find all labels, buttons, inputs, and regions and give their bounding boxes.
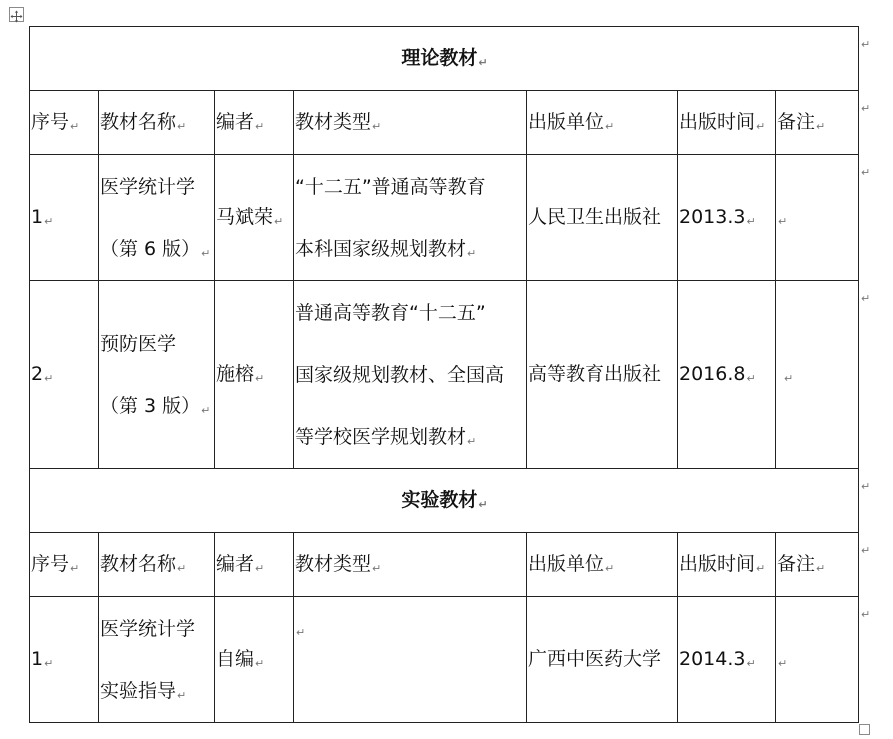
paragraph-mark-icon: ↵ (255, 561, 265, 575)
paragraph-mark-icon: ↵ (605, 561, 615, 575)
paragraph-mark-icon: ↵ (274, 214, 284, 228)
row-end-mark-icon: ↵ (861, 102, 871, 115)
header-cell: 出版单位↵ (527, 533, 678, 597)
cell-type: “十二五”普通高等教育 本科国家级规划教材↵ (294, 155, 527, 281)
paragraph-mark-icon: ↵ (372, 119, 382, 133)
paragraph-mark-icon: ↵ (44, 656, 54, 670)
paragraph-mark-icon: ↵ (467, 434, 477, 448)
paragraph-mark-icon: ↵ (756, 119, 766, 133)
paragraph-mark-icon: ↵ (255, 656, 265, 670)
cell-note (776, 597, 859, 723)
header-cell: 出版单位↵ (527, 91, 678, 155)
move-arrows-icon (10, 10, 23, 23)
cell-editor: 自编↵ (215, 597, 294, 723)
cell-name: 医学统计学 实验指导↵ (99, 597, 215, 723)
cell-date: 2014.3↵ (678, 597, 776, 723)
paragraph-mark-icon: ↵ (255, 371, 265, 385)
header-cell: 备注↵ (776, 91, 859, 155)
paragraph-mark-icon: ↵ (478, 497, 488, 511)
cell-name: 医学统计学 （第 6 版）↵ (99, 155, 215, 281)
paragraph-mark-icon: ↵ (816, 561, 826, 575)
cell-note (776, 155, 859, 281)
paragraph-mark-icon: ↵ (296, 626, 306, 639)
header-cell: 教材名称↵ (99, 533, 215, 597)
table-move-handle[interactable] (9, 7, 24, 22)
paragraph-mark-icon: ↵ (778, 656, 788, 670)
cell-publisher: 人民卫生出版社 (527, 155, 678, 281)
cell-no: 1↵ (30, 155, 99, 281)
table-row (30, 155, 859, 281)
paragraph-mark-icon: ↵ (70, 119, 80, 133)
row-end-mark-icon: ↵ (861, 38, 871, 51)
cell-no: 2↵ (30, 281, 99, 469)
textbook-table (29, 26, 859, 723)
header-row (30, 533, 859, 597)
paragraph-mark-icon: ↵ (478, 55, 488, 69)
header-cell: 编者↵ (215, 533, 294, 597)
paragraph-mark-icon: ↵ (44, 214, 54, 228)
paragraph-mark-icon: ↵ (778, 214, 788, 228)
cell-editor: 马斌荣↵ (215, 155, 294, 281)
header-cell: 出版时间↵ (678, 533, 776, 597)
section-title-text: 理论教材 (401, 46, 478, 69)
cell-date: 2016.8↵ (678, 281, 776, 469)
paragraph-mark-icon: ↵ (756, 561, 766, 575)
header-row (30, 91, 859, 155)
paragraph-mark-icon: ↵ (784, 371, 794, 385)
paragraph-mark-icon: ↵ (201, 403, 211, 417)
paragraph-mark-icon: ↵ (44, 371, 54, 385)
row-end-mark-icon: ↵ (861, 166, 871, 179)
cell-no: 1↵ (30, 597, 99, 723)
section-row-theory (30, 27, 859, 91)
paragraph-mark-icon: ↵ (177, 688, 187, 702)
table-row (30, 281, 859, 469)
cell-type (294, 597, 527, 723)
row-end-mark-icon: ↵ (861, 292, 871, 305)
cell-name: 预防医学 （第 3 版）↵ (99, 281, 215, 469)
cell-publisher: 高等教育出版社 (527, 281, 678, 469)
section-row-lab (30, 469, 859, 533)
header-cell: 编者↵ (215, 91, 294, 155)
section-title-text: 实验教材 (401, 488, 478, 511)
header-cell: 序号↵ (30, 91, 99, 155)
section-title-theory (30, 27, 859, 91)
paragraph-mark-icon: ↵ (255, 119, 265, 133)
cell-publisher: 广西中医药大学 (527, 597, 678, 723)
cell-editor: 施榕↵ (215, 281, 294, 469)
cell-type: 普通高等教育“十二五” 国家级规划教材、全国高 等学校医学规划教材↵ (294, 281, 527, 469)
paragraph-mark-icon: ↵ (201, 246, 211, 260)
paragraph-mark-icon: ↵ (372, 561, 382, 575)
cell-date: 2013.3↵ (678, 155, 776, 281)
paragraph-mark-icon: ↵ (816, 119, 826, 133)
table-resize-handle[interactable] (859, 724, 870, 735)
paragraph-mark-icon: ↵ (746, 371, 756, 385)
row-end-mark-icon: ↵ (861, 544, 871, 557)
section-title-lab (30, 469, 859, 533)
header-cell: 出版时间↵ (678, 91, 776, 155)
paragraph-mark-icon: ↵ (177, 561, 187, 575)
paragraph-mark-icon: ↵ (467, 246, 477, 260)
row-end-mark-icon: ↵ (861, 608, 871, 621)
paragraph-mark-icon: ↵ (605, 119, 615, 133)
header-cell: 教材名称↵ (99, 91, 215, 155)
row-end-mark-icon: ↵ (861, 480, 871, 493)
header-cell: 序号↵ (30, 533, 99, 597)
header-cell: 教材类型↵ (294, 91, 527, 155)
paragraph-mark-icon: ↵ (746, 214, 756, 228)
paragraph-mark-icon: ↵ (70, 561, 80, 575)
paragraph-mark-icon: ↵ (177, 119, 187, 133)
paragraph-mark-icon: ↵ (746, 656, 756, 670)
header-cell: 备注↵ (776, 533, 859, 597)
header-cell: 教材类型↵ (294, 533, 527, 597)
cell-note (776, 281, 859, 469)
table-row (30, 597, 859, 723)
